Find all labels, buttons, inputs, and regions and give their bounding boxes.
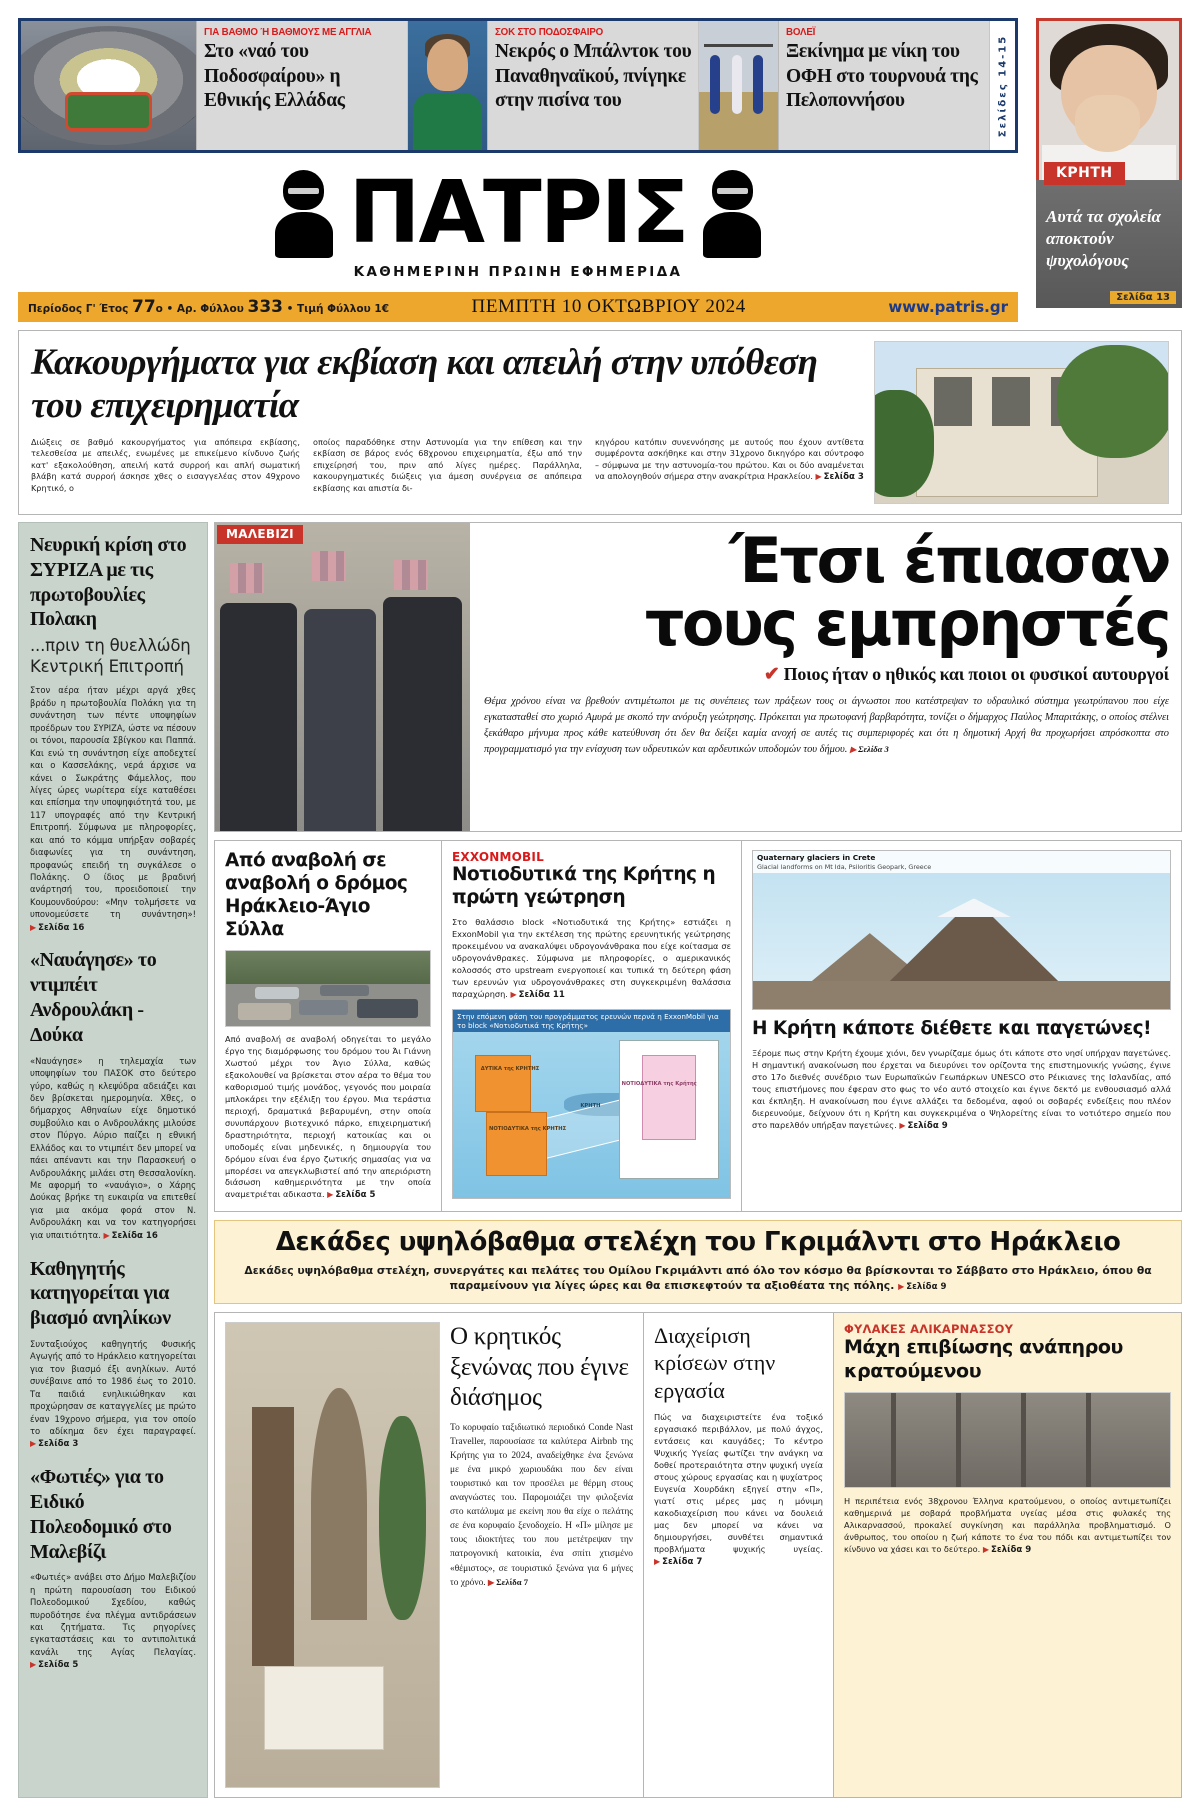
bottom-headline-1: Ο κρητικός ξενώνας που έγινε διάσημος [450, 1323, 629, 1411]
sidebar-body-text-2: «Ναυάγησε» η τηλεμαχία των υποψηφίων του ΠΑΣΟΚ στο δεύτερο γύρο, καθώς η κλεψύδρα αδειάζει και δεν βρίσκεται ημερομηνία. Χθες, ο δήμαρχος Αθηναίων είχε δημοτικό συμβούλιο και ο Ανδρουλάκης μιλούσε στον Πύργο. Αύριο παίζει η εθνική Ελλάδος και το ντιμπέιτ δεν μπορεί να πάει απέναντι και την Παρασκευή ο Ανδρουλάκης μιλάει στη Θεσσαλονίκη. Με αφορμή το «ναυάγιο», ο Χάρης Δούκας βρήκε τη ευκαιρία να επιτεθεί για μια ακόμα φορά στον Ν. Ανδρουλάκη και να τον κατηγορήσει για υπαιτιότητα. [30, 1055, 196, 1240]
sidebar-page-1[interactable]: ▶ Σελίδα 16 [30, 923, 84, 933]
sidebar-headline-2: «Ναυάγησε» το ντιμπέιτ Ανδρουλάκη - Δούκα [30, 949, 157, 1046]
bottom-body-3 [844, 1495, 1171, 1557]
hero-kicker [484, 663, 1169, 686]
sidebar-page-4[interactable]: ▶ Σελίδα 5 [30, 1660, 78, 1670]
lead-body-col3 [595, 437, 864, 495]
newspaper-title: ΠΑΤΡΙΣ [348, 163, 688, 264]
mid-page-3[interactable]: ▶ Σελίδα 9 [899, 1121, 947, 1131]
player-photo [407, 21, 487, 150]
sidebar-body-2 [30, 1055, 196, 1243]
lead-body-col3-text: κηγόρου κατόπιν συνεννόησης με αυτούς που έχουν αντίθετα συμφέροντα ασκήθηκε και στην 31χρονο δικηγόρο και σύντροφο – σύμφωνα με την αστυνομία-του πρώτου. Και οι δύο αναμένεται να απολογηθούν σήμερα στην ανακρίτρια Ηρακλείου. [595, 436, 864, 482]
bottom-story-crisis[interactable] [644, 1312, 834, 1798]
promo-headline: Αυτά τα σχολεία αποκτούν ψυχολόγους [1046, 207, 1161, 271]
lead-body-col1: Διώξεις σε βαθμό κακουργήματος για απόπειρα εκβίασης, τελεσθείσα με απειλές, ενωμένες με επικείμενο κίνδυνο ζωής κατ' εξακολούθηση, απειλή κατά συρροή και απλή σωματική βλάβη κατά συρροή άσκησε χθες ο εισαγγελέας στον 49χρονο Κρητικό, ο [31, 436, 300, 493]
bottom-page-2[interactable]: ▶ Σελίδα 7 [654, 1557, 702, 1567]
stadium-photo [21, 21, 196, 150]
mid-headline-2: Νοτιοδυτικά της Κρήτης η πρώτη γεώτρηση [452, 864, 716, 908]
sidebar-body-text-4: «Φωτιές» ανάβει στο Δήμο Μαλεβιζίου η πρώτη παρουσίαση του Ειδικού Πολεοδομικού Σχεδίου, καθώς πυροδότησε ένα πλέγμα αντιδράσεων και ζητήματα. Τις ρηγορίνες εγκαταστάσεις και το αντιπολιτικά κανάλι της Αγίας Πελαγίας. [30, 1572, 196, 1657]
bottom-story-prisoner[interactable] [834, 1312, 1182, 1798]
publication-date: ΠΕΜΠΤΗ 10 ΟΚΤΩΒΡΙΟΥ 2024 [471, 296, 746, 317]
bottom-headline-2: Διαχείριση κρίσεων στην εργασία [654, 1323, 776, 1403]
mid-page-1[interactable]: ▶ Σελίδα 5 [327, 1190, 375, 1200]
bottom-page-3[interactable]: ▶ Σελίδα 9 [983, 1545, 1031, 1555]
sports-kicker-2: ΣΟΚ ΣΤΟ ΠΟΔΟΣΦΑΙΡΟ [495, 26, 604, 38]
bottom-body-text-1: Το κορυφαίο ταξιδιωτικό περιοδικό Conde Nast Traveller, παρουσίασε τα καλύτερα Airbnb της Κρήτης για το 2024, αναδείχθηκε ένα ξενώνα με ένα μικρό χωριουδάκι που δεν είναι τουριστικό και τον προσέλει με θέρμη στους αναγνώστες του. Παρομοιάζει την φιλοξενία στο κατάλυμα με εκείνη που θα είχε ο πελάτης σε ένα κορυφαίο ξενοδοχείο. Η «Π» μίλησε με τους ιδιοκτήτες του που μετέτρεψαν την πατρογονική κατοικία, ένα σπίτι χτισμένο «θέμιστος», σε τουριστικό ξενώνα για 6 μήνες το χρόνο. [450, 1422, 633, 1588]
website-link[interactable]: www.patris.gr [888, 298, 1008, 316]
hero-kicker-text: Ποιος ήταν ο ηθικός και ποιοι οι φυσικοί αυτουργοί [783, 664, 1169, 685]
sports-item-1[interactable] [196, 21, 407, 150]
mid-story-road[interactable] [214, 840, 442, 1212]
period-label: Περίοδος Γ' Έτος [28, 303, 129, 315]
bust-right-icon [703, 170, 761, 258]
mid-page-2[interactable]: ▶ Σελίδα 11 [510, 990, 564, 1000]
lead-body-col2: οποίος παραδόθηκε στην Αστυνομία για την επίθεση και την εκβίαση σε βάρος ενός 68χρονου επιχειρηματία, έξω από την επιχείρησή του, πριν από λίγες ημέρες. Παράλληλα, κακουργηματικές διώξεις για άμεση συνέργεια σε απόπειρα εκβίασης και απιστία δι- [313, 436, 582, 493]
bottom-story-hostel[interactable] [214, 1312, 644, 1798]
hostel-photo [225, 1322, 440, 1788]
left-sidebar [18, 522, 208, 1798]
bottom-body-text-3: Η περιπέτεια ενός 38χρονου Έλληνα κρατούμενου, ο οποίος αντιμετωπίζει καθημερινά με σοβαρά προβλήματα υγείας μέσα στις φυλακές της Αλικαρνασσού, προκαλεί συγκίνηση και παράλληλα προβληματισμό. Ο άνθρωπος, του οποίου η ζωή κάποτε το ένα του πόδι και αντιμετωπίζει τον κίνδυνο να χάσει και το δεύτερο. [844, 1495, 1171, 1554]
mid-kicker-2: EXXONMOBIL [452, 850, 544, 864]
bottom-body-text-2: Πώς να διαχειριστείτε ένα τοξικό εργασιακό περιβάλλον, με πολύ άγχος, εντάσεις και καυγάδες; Το κέντρο Ψυχικής Υγείας φωτίζει την ανάγκη να δοθεί προτεραιότητα στην ψυχική υγεία στους χώρους εργασίας και η ψυχίατρος Ευγενία Χουρδάκη εξηγεί στην «Π», γιατί στις μέρες μας η μόνιμη κακοδιαχείριση που κάνει να δουλειά μας δεν μπορεί να κάνει να δημιουργήσει, συνθέτει σημαντικά προβλήματα ψυχικής υγείας. [654, 1411, 823, 1555]
sports-pages-text: Σελίδες 14-15 [997, 34, 1008, 137]
bottom-page-1[interactable]: ▶ Σελίδα 7 [488, 1577, 528, 1587]
mid-body-3 [752, 1048, 1171, 1132]
sports-banner [18, 18, 1018, 153]
hero-page-ref[interactable]: ▶ Σελίδα 3 [850, 744, 889, 754]
mid-columns [214, 840, 1182, 1212]
glacier-photo [752, 850, 1171, 1010]
masthead-subtitle: ΚΑΘΗΜΕΡΙΝΗ ΠΡΩΙΝΗ ΕΦΗΜΕΡΙΔΑ [353, 264, 683, 280]
mid-body-1 [225, 1034, 431, 1202]
mid-story-glaciers[interactable] [742, 840, 1182, 1212]
map-label-4: ΚΡΗΤΗ [580, 1103, 601, 1110]
grimaldi-strip[interactable] [214, 1220, 1182, 1304]
mid-body-text-2: Στο θαλάσσιο block «Νοτιοδυτικά της Κρήτης» εστιάζει η ExxonMobil για την εκτέλεση της πρώτης ερευνητικής γεώτρησης προκειμένου να ανακαλύψει υδρογονάνθρακα που είχε κοίτασμα σε υδρογονάνθρακες. Σύμφωνα με πληροφορίες, ο αμερικανικός κολοσσός στο upstream ενεργοποιεί και τυπικά τη δεύτερη φάση των ερευνών για υδρογονάνθρακες στη συγκεκριμένη θαλάσσια παραχώρηση. [452, 916, 731, 999]
map-caption: Στην επόμενη φάση του προγράμματος ερευνών περνά η ExxonMobil για το block «Νοτιοδυτικά της Κρήτης» [453, 1010, 730, 1032]
promo-tag: ΚΡΗΤΗ [1044, 162, 1125, 185]
sidebar-headline-4: «Φωτιές» για το Ειδικό Πολεοδομικό στο Μαλεβίζι [30, 1466, 172, 1563]
price-label: Τιμή Φύλλου 1€ [297, 303, 390, 315]
sports-kicker-1: ΓΙΑ ΒΑΘΜΟ Ή ΒΑΘΜΟΥΣ ΜΕ ΑΓΓΛΙΑ [204, 26, 372, 38]
sidebar-story-4[interactable] [30, 1465, 196, 1672]
glacier-caption-title: Quaternary glaciers in Crete [757, 853, 876, 862]
glacier-caption-sub: Glacial landforms on Mt Ida, Psiloritis Geopark, Greece [757, 862, 932, 871]
sidebar-body-3 [30, 1338, 196, 1451]
sidebar-headline-3: Καθηγητής κατηγορείται για βιασμό ανηλίκων [30, 1257, 171, 1330]
bottom-kicker-3: ΦΥΛΑΚΕΣ ΑΛΙΚΑΡΝΑΣΣΟΥ [844, 1322, 1014, 1336]
mid-headline-3: Η Κρήτη κάποτε διέθετε και παγετώνες! [752, 1018, 1152, 1039]
sidebar-body-text-1: Στον αέρα ήταν μέχρι αργά χθες βράδυ η πρωτοβουλία Πολάκη για τη συνάντηση των πέντε υποψηφίων προέδρων του ΣΥΡΙΖΑ, ώστε να πέσουν οι τόνοι, παρουσία Σβίγκου και Παππά. Και ενώ τη συνάντηση είχε αποδεχτεί και ο Κασσελάκης, νερά άρχισε να κάνει ο Σωκράτης Φάμελλος, που λίγες ώρες νωρίτερα είχε καταθέσει και επίσημα την υποψηφιότητά του, με 117 υπογραφές από την Κεντρική Επιτροπή. Σύμφωνα με πληροφορίες, και από το κόμμα υπήρξαν σοβαρές διαφωνίες για τη συνάντηση, προφανώς επειδή τη συγκάλεσε ο Πολάκης. Ο ίδιος με βραδινή ανάρτησή του, προειδοποιεί την Κουμουνδούρου: «Μην τολμήσετε να υπονομεύσετε τη συνάντηση»! [30, 685, 196, 920]
year-number: 77 [132, 297, 156, 317]
volleyball-photo [698, 21, 778, 150]
map-label-2: ΝΟΤΙΟΔΥΤΙΚΑ της ΚΡΗΤΗΣ [489, 1125, 567, 1132]
promo-page-ref[interactable]: Σελίδα 13 [1110, 291, 1176, 304]
map-label-3: ΝΟΤΙΟΔΥΤΙΚΑ της Κρήτης [621, 1080, 697, 1087]
hero-headline-line1: Έτσι έπιασαν [729, 524, 1169, 597]
masthead [18, 160, 1018, 290]
sports-headline-1: Στο «ναό του Ποδοσφαίρου» η Εθνικής Ελλάδας [204, 41, 345, 112]
sidebar-story-3[interactable] [30, 1257, 196, 1452]
hero-body-text: Θέμα χρόνου είναι να βρεθούν αντιμέτωποι με τις συνέπειες των πράξεων τους οι άγνωστοι που κατέστρεψαν το υδραυλικό σύστημα γεωτρύπανου που είχε εγκατασταθεί στο χωριό Αμυρά με σκοπό την ανόρυξη γεώτρησης. Πρόκειται για πρωτοφανή βαρβαρότητα, τονίζει ο δήμαρχος Παύλος Μπαριτάκης, ο οποίος στέλνει ξεκάθαρο μήνυμα προς κάθε κατεύθυνση ότι δεν θα δείξει καμία ανοχή σε αυτές τις συμπεριφορές και ότι η δημοτική Αρχή θα προχωρήσει απρόσκοπτα στο προγραμματισμό για την ενίσχυση των υδρευτικών και αρδευτικών υποδομών του δήμου. [484, 696, 1169, 755]
sidebar-story-2[interactable] [30, 948, 196, 1242]
bust-left-icon [275, 170, 333, 258]
hero-headline-line2: τους εμπρηστές [644, 587, 1169, 661]
lead-story[interactable] [18, 330, 1182, 515]
lead-photo [874, 341, 1169, 504]
hero-story[interactable] [214, 522, 1182, 832]
strip-body [227, 1263, 1169, 1294]
strip-page-ref[interactable]: ▶ Σελίδα 9 [898, 1282, 946, 1292]
exxon-map [452, 1009, 731, 1199]
hero-location-tag: ΜΑΛΕΒΙΖΙ [217, 525, 303, 544]
sports-headline-3: Ξεκίνημα με νίκη του ΟΦΗ στο τουρνουά της Πελοποννήσου [786, 41, 978, 112]
hero-body [484, 694, 1169, 757]
sidebar-body-4 [30, 1571, 196, 1672]
bottom-columns [214, 1312, 1182, 1798]
year-suffix: ο [155, 303, 163, 315]
mid-body-text-3: Ξέρομε πως στην Κρήτη έχουμε χιόνι, δεν γνωρίζαμε όμως ότι κάποτε στο νησί υπήρχαν παγετώνες. Η σημαντική ανακοίνωση που έρχεται να διευρύνει τον ορίζοντα της επιστημονικής γνώσης, έγινε στο 17ο διεθνές συνέδριο των Ευρωπαϊκών Γεωπάρκων UNESCO στο Ρέικιανες της Ισλανδίας, από τους επιστήμονες που έφεραν στο φως το νέο αυτό στοιχείο και έγινε δεκτό με ενθουσιασμό αλλά και έκπληξη. Η ανακοίνωση που έγινε αλλάζει τα δεδομένα, αφού οι σοβαρές ενδείξεις που πλέον διερευνούμε, δείχνουν ότι η Κρήτη και συγκεκριμένα ο Ψηλορείτης είναι το νοτιότερο σημείο που στο παρελθόν υπήρξαν παγετώνες. [752, 1047, 1171, 1130]
sidebar-subhead-1: ...πριν τη θυελλώδη Κεντρική Επιτροπή [30, 636, 191, 676]
issue-number: 333 [247, 297, 283, 317]
mid-story-exxon[interactable] [442, 840, 742, 1212]
mid-body-2 [452, 917, 731, 1001]
hero-photo [215, 523, 470, 831]
promo-box[interactable] [1036, 18, 1182, 308]
strip-body-text: Δεκάδες υψηλόβαθμα στελέχη, συνεργάτες και πελάτες του Ομίλου Γκριμάλντι από όλο τον κόσμο θα βρίσκονται το Σάββατο στο Ηράκλειο, όπου θα παραμείνουν για λίγες ώρες και θα επισκεφτούν τα αξιοθέατα της πόλης. [244, 1263, 1152, 1293]
sports-headline-2: Νεκρός ο Μπάλντοκ του Παναθηναϊκού, πνίγηκε στην πισίνα του [495, 41, 692, 112]
glacier-caption [753, 851, 1170, 873]
sidebar-page-3[interactable]: ▶ Σελίδα 3 [30, 1439, 78, 1449]
traffic-photo [225, 950, 431, 1027]
sports-pages-label [989, 21, 1015, 150]
sidebar-headline-1: Νευρική κρίση στο ΣΥΡΙΖΑ με τις πρωτοβουλίες Πολακη [30, 534, 187, 631]
bottom-headline-3: Μάχη επιβίωσης ανάπηρου κρατούμενου [844, 1336, 1123, 1382]
sidebar-page-2[interactable]: ▶ Σελίδα 16 [103, 1231, 157, 1241]
strip-headline: Δεκάδες υψηλόβαθμα στελέχη του Γκριμάλντι στο Ηράκλειο [275, 1227, 1121, 1257]
issue-label: Αρ. Φύλλου [176, 303, 244, 315]
lead-page-ref[interactable]: ▶ Σελίδα 3 [816, 472, 864, 482]
sports-item-2[interactable] [487, 21, 698, 150]
info-bar [18, 292, 1018, 322]
sports-item-3[interactable] [778, 21, 989, 150]
sidebar-story-1[interactable] [30, 533, 196, 934]
bottom-body-2 [654, 1411, 823, 1569]
check-icon: ✔ [763, 664, 780, 686]
promo-band [1036, 165, 1182, 308]
bottom-body-1 [450, 1421, 633, 1590]
issue-info: Περίοδος Γ' Έτος 77ο • Αρ. Φύλλου 333 • Τιμή Φύλλου 1€ [28, 297, 390, 317]
sidebar-body-text-3: Συνταξιούχος καθηγητής Φυσικής Αγωγής από το Ηράκλειο κατηγορείται για τον βιασμό έξι ανηλίκων. Αυτό συνέβαινε από το 1986 έως το 2010. Τα παιδιά ενηλικιώθηκαν και προχώρησαν σε καταγγελίες με πρώτο έναν 19χρονο σήμερα, για τον οποίο το αδίκημα δεν έχει παραγραφεί. [30, 1338, 196, 1436]
sidebar-body-1 [30, 684, 196, 934]
lead-headline: Κακουργήματα για εκβίαση και απειλή στην υπόθεση του επιχειρηματία [31, 342, 818, 427]
sports-kicker-3: ΒΟΛΕΪ [786, 26, 816, 38]
map-label-1: ΔΥΤΙΚΑ της ΚΡΗΤΗΣ [480, 1065, 540, 1072]
mid-headline-1: Από αναβολή σε αναβολή ο δρόμος Ηράκλειο-Άγιο Σύλλα [225, 850, 408, 940]
prisoner-photo [844, 1392, 1171, 1488]
mid-body-text-1: Από αναβολή σε αναβολή οδηγείται το μεγάλο έργο της διαμόρφωσης του δρόμου του Άι Γιάννη Χωστού μέχρι τον Άγιο Σύλλα, καθώς εξακολουθεί να βρίσκεται στον αέρα το θέμα του καθορισμού τιμής μονάδος, γεγονός που μοιραία μπλοκάρει την εξέλιξη του έργου. Μια τεράστια περιοχή, δραματικά βεβαρυμένη, στην οποία συνυπάρχουν βιοτεχνικό πάρκο, επιχειρηματική δραστηριότητα, περιοχή κατοικίας και οι υποδομές είναι μηδενικές, η δημιουργία του δρόμου είναι ένα έργο ζωτικής σημασίας για να μπορέσει να απεγκλωβιστεί από την απεριόριστη διάσωση καθημερινότητα με την οποία αναμετριέται αδικαστα. [225, 1033, 431, 1200]
